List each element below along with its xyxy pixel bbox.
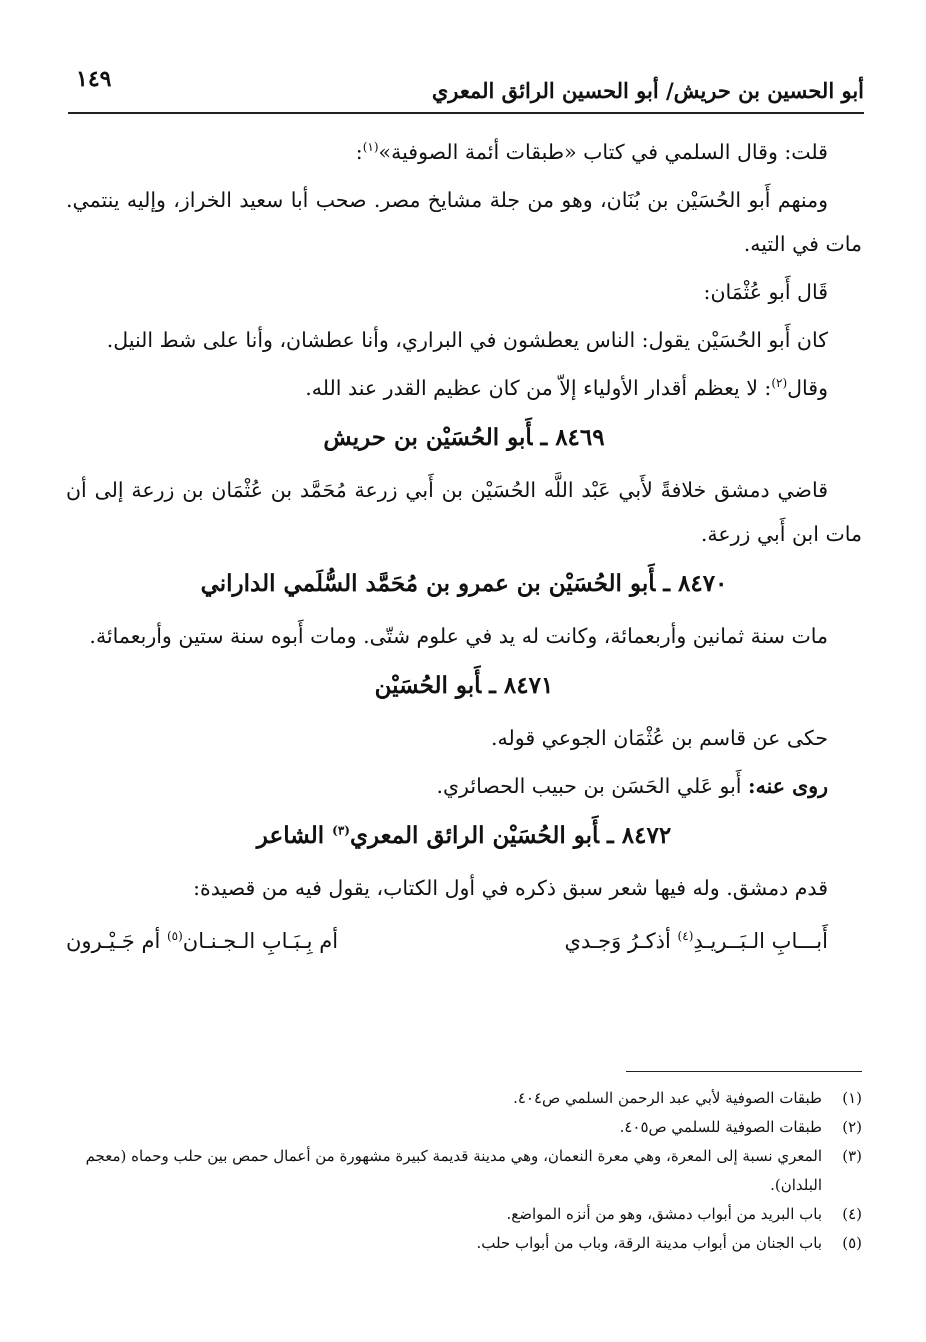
verse-text: أم جَـيْـرون (66, 929, 167, 953)
footnote-ref-1: (١) (362, 140, 379, 155)
footnote-text: باب البريد من أبواب دمشق، وهو من أنزه المواضع. (506, 1205, 822, 1223)
footnote-ref-2: (٢) (771, 376, 788, 391)
page-number: ١٤٩ (76, 66, 112, 92)
entry-text-8470: مات سنة ثمانين وأربعمائة، وكانت له يد في علوم شتّى. ومات أَبوه سنة ستين وأربعمائة. (89, 624, 828, 648)
entry-text-8472: قدم دمشق. وله فيها شعر سبق ذكره في أول الكتاب، يقول فيه من قصيدة: (193, 876, 828, 900)
footnote-item (66, 1229, 862, 1258)
paragraph-text: : (355, 140, 363, 164)
paragraph-text: وقال (787, 376, 828, 400)
footnote-item (66, 1084, 862, 1113)
footnote-item (66, 1142, 862, 1200)
main-text (66, 130, 862, 1060)
footnote-text: باب الجنان من أبواب مدينة الرقة، وباب من أبواب حلب. (476, 1234, 822, 1252)
footnote-number: (٣) (842, 1147, 862, 1165)
footnote-number: (١) (842, 1089, 862, 1107)
entry-title: أَبو الحُسَيْن الرائق المعري (349, 822, 600, 849)
paragraph-qal-abu-uthman: قَال أَبو عُثْمَان: (703, 280, 828, 304)
footnote-ref-4: (٤) (677, 929, 694, 943)
narrator-label: روى عنه: (748, 774, 828, 798)
footnote-ref-3: (٣) (332, 823, 350, 838)
entry-title: أَبو الحُسَيْن بن حريش (323, 424, 533, 451)
paragraph-intro (66, 130, 862, 174)
poem-verse (66, 918, 862, 964)
entry-number: ٨٤٧٠ ـ (663, 570, 728, 597)
footnote-text: المعري نسبة إلى المعرة، وهي معرة النعمان، وهي مدينة قديمة كبيرة مشهورة من أعمال حمص بين حلب وحماه (معجم البلدان). (85, 1147, 822, 1194)
entry-text-8471: حكى عن قاسم بن عُثْمَان الجوعي قوله. (491, 726, 828, 750)
verse-first-hemistich (565, 918, 828, 964)
footnote-ref-5: (٥) (166, 929, 183, 943)
paragraph-wa-qal (66, 366, 862, 410)
running-title: أبو الحسين بن حريش/ أبو الحسين الرائق المعري (431, 78, 864, 103)
entry-heading-8471 (66, 666, 862, 706)
footnote-number: (٢) (842, 1118, 862, 1136)
entry-text-8469: قاضي دمشق خلافةً لأَبي عَبْد اللَّه الحُسَيْن بن أَبي زرعة مُحَمَّد بن عُثْمَان بن زرعة إلى أن مات ابن أَبي زرعة. (66, 478, 862, 546)
footnote-item (66, 1200, 862, 1229)
paragraph-text: : لا يعظم أقدار الأولياء إلاّ من كان عظيم القدر عند الله. (305, 376, 772, 400)
entry-title-suffix: الشاعر (256, 822, 333, 849)
paragraph-ibn-bunan: ومنهم أَبو الحُسَيْن بن بُنَان، وهو من جلة مشايخ مصر. صحب أبا سعيد الخراز، وإليه ينتمي. مات في التيه. (66, 188, 862, 256)
entry-heading-8470 (66, 564, 862, 604)
entry-heading-8472 (66, 816, 862, 856)
footnote-item (66, 1113, 862, 1142)
entry-heading-8469 (66, 418, 862, 458)
footnote-text: طبقات الصوفية للسلمي ص٤٠٥. (619, 1118, 822, 1136)
entry-number: ٨٤٧١ ـ (489, 672, 554, 699)
footnote-number: (٤) (842, 1205, 862, 1223)
verse-text: أذكـرُ وَجـدي (564, 929, 678, 953)
page-header (68, 62, 864, 114)
narrator-text: أَبو عَلي الحَسَن بن حبيب الحصائري. (436, 774, 749, 798)
entry-title: أَبو الحُسَيْن بن عمرو بن مُحَمَّد السُّلَمي الداراني (200, 570, 656, 597)
footnote-number: (٥) (842, 1234, 862, 1252)
entry-narrator-8471 (66, 764, 862, 808)
header-rule (68, 112, 864, 114)
verse-text: أم بِـبَـابِ الـجـنـان (182, 929, 339, 953)
verse-second-hemistich (66, 918, 338, 964)
footnote-separator (626, 1071, 862, 1072)
paragraph-text: قلت: وقال السلمي في كتاب «طبقات أئمة الصوفية» (378, 140, 828, 164)
entry-title: أَبو الحُسَيْن (374, 672, 482, 699)
footnote-text: طبقات الصوفية لأبي عبد الرحمن السلمي ص٤٠٤. (513, 1089, 822, 1107)
entry-number: ٨٤٧٢ ـ (607, 822, 672, 849)
footnotes (66, 1084, 862, 1258)
paragraph-quote: كان أَبو الحُسَيْن يقول: الناس يعطشون في البراري، وأنا عطشان، وأنا على شط النيل. (106, 328, 828, 352)
entry-number: ٨٤٦٩ ـ (540, 424, 605, 451)
verse-text: أَبـــابِ الـبَــريـدِ (693, 929, 828, 953)
